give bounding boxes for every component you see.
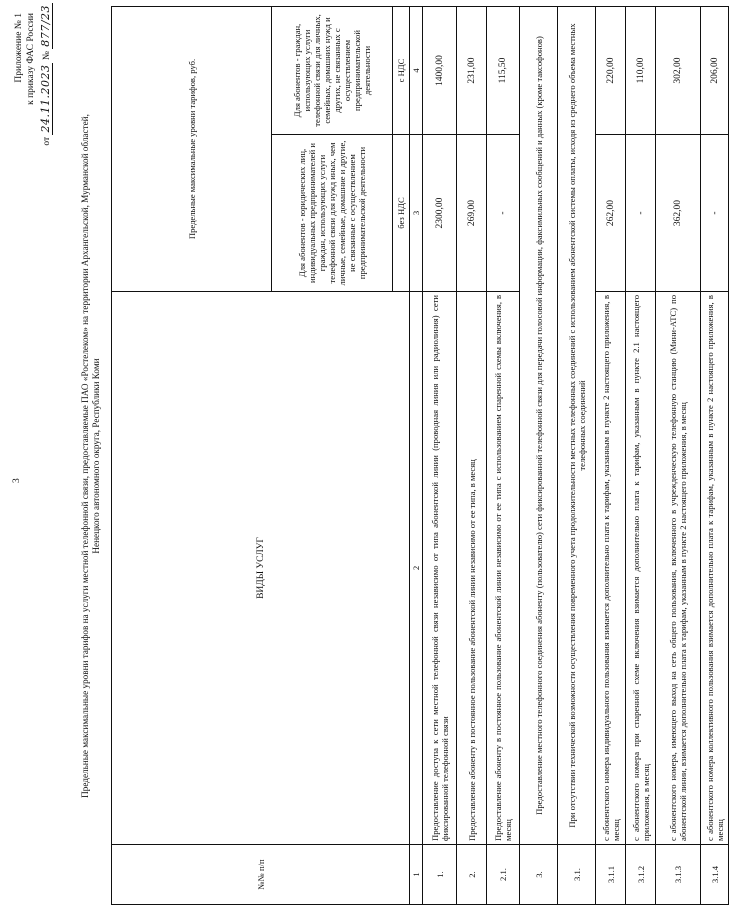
row-num: 2.1. <box>487 845 520 905</box>
row-citizens: 220,00 <box>596 6 626 134</box>
index-cell: 2 <box>410 292 423 845</box>
index-cell: 3 <box>410 135 423 292</box>
header-with-vat: с НДС <box>393 6 410 134</box>
table-row <box>656 6 701 904</box>
table-row <box>701 6 729 904</box>
row-legal: 262,00 <box>596 135 626 292</box>
row-num: 3.1.2 <box>626 845 656 905</box>
section-num: 3. <box>520 845 558 905</box>
row-legal: 362,00 <box>656 135 701 292</box>
row-legal: 269,00 <box>457 135 487 292</box>
header-num: №№ п/п <box>112 845 410 905</box>
row-num: 3.1.3 <box>656 845 701 905</box>
title-line2: Ненецкого автономного округа, Республики Коми <box>91 358 101 554</box>
table-row <box>423 6 457 904</box>
table-row <box>596 6 626 904</box>
row-service: Предоставление абоненту в постоянное пользование абонентской линии независимо от ее типа с использованием спаренной схемы включения, в месяц <box>487 292 520 845</box>
row-num: 1. <box>423 845 457 905</box>
row-citizens: 206,00 <box>701 6 729 134</box>
header-row <box>112 6 272 904</box>
header-citizens: Для абонентов - граждан, использующих услуги телефонной связи для личных, семейных, домашних нужд и других, не связанных с осуществлением предпринимательской деятельности <box>272 6 393 134</box>
table-row <box>457 6 487 904</box>
section-row <box>520 6 558 904</box>
row-citizens: 231,00 <box>457 6 487 134</box>
row-citizens: 110,00 <box>626 6 656 134</box>
header-no-vat: без НДС <box>393 135 410 292</box>
header-legal: Для абонентов - юридических лиц, индивидуальных предпринимателей и граждан, использующих услуги телефонной связи для нужд иных, чем личные, семейные, домашние и другие, не связанные с осуществлением предпринимательской деятельности <box>272 135 393 292</box>
row-service: с абонентского номера коллективного пользования взимается дополнительно плата к тарифам, указанным в пункте 2 настоящего приложения, в месяц <box>701 292 729 845</box>
row-legal: - <box>626 135 656 292</box>
title-line1: Предельные максимальные уровни тарифов на услуги местной телефонной связи, предоставляемые ПАО «Ростелеком» на территории Архангельской, Мурманской областей, <box>80 114 90 798</box>
appendix-line2: к приказу ФАС России <box>26 13 36 105</box>
index-cell: 4 <box>410 6 423 134</box>
appendix-line1: Приложение № 1 <box>14 13 24 83</box>
index-row <box>410 6 423 904</box>
section-text: При отсутствии технической возможности осуществления повременного учета продолжительности местных телефонных соединений с использованием абонентской системы оплаты, исходя из среднего объема местных телефонных соединений <box>558 6 596 844</box>
tariff-table <box>111 6 729 905</box>
page-number: 3 <box>12 478 22 483</box>
row-service: Предоставление доступа к сети местной телефонной связи независимо от типа абонентской линии (проводная линия или радиолиния) сети фиксированной телефонной связи <box>423 292 457 845</box>
row-service: с абонентского номера индивидуального пользования взимается дополнительно плата к тарифам, указанным в пункте 2 настоящего приложения, в месяц <box>596 292 626 845</box>
row-citizens: 115,50 <box>487 6 520 134</box>
row-citizens: 1400,00 <box>423 6 457 134</box>
row-citizens: 302,00 <box>656 6 701 134</box>
header-service: ВИДЫ УСЛУГ <box>112 292 410 845</box>
section-num: 3.1. <box>558 845 596 905</box>
document-title <box>80 7 102 905</box>
row-service: Предоставление абоненту в постоянное пользование абонентской линии независимо от ее типа, в месяц <box>457 292 487 845</box>
section-text: Предоставление местного телефонного соединения абоненту (пользователю) сети фиксированной телефонной связи для передачи голосовой информации, факсимильных сообщений и данных (кроме таксофонов) <box>520 6 558 844</box>
row-service: с абонентского номера при спаренной схеме включения взимается дополнительно плата к тарифам, указанным в пункте 2.1 настоящего приложения, в месяц <box>626 292 656 845</box>
row-legal: - <box>701 135 729 292</box>
appendix-number: 877/23 <box>39 5 52 47</box>
row-service: с абонентского номера, имеющего выход на сеть общего пользования, включенного в учрежденческую телефонную станцию (Мини-АТС) по абонентской линии, взимается дополнительно плата к тарифам, указанным в пункте 2 настоящего приложения, в месяц <box>656 292 701 845</box>
row-num: 3.1.4 <box>701 845 729 905</box>
from-label: от <box>42 136 52 146</box>
index-cell: 1 <box>410 845 423 905</box>
appendix-date-line <box>40 3 53 193</box>
row-legal: - <box>487 135 520 292</box>
table-row <box>487 6 520 904</box>
row-num: 2. <box>457 845 487 905</box>
row-legal: 2300,00 <box>423 135 457 292</box>
appendix-date: 24.11.2023 <box>39 64 52 133</box>
table-row <box>626 6 656 904</box>
number-label: № <box>42 51 52 61</box>
row-num: 3.1.1 <box>596 845 626 905</box>
section-row <box>558 6 596 904</box>
header-tariff: Предельные максимальные уровни тарифов, руб. <box>112 6 272 291</box>
